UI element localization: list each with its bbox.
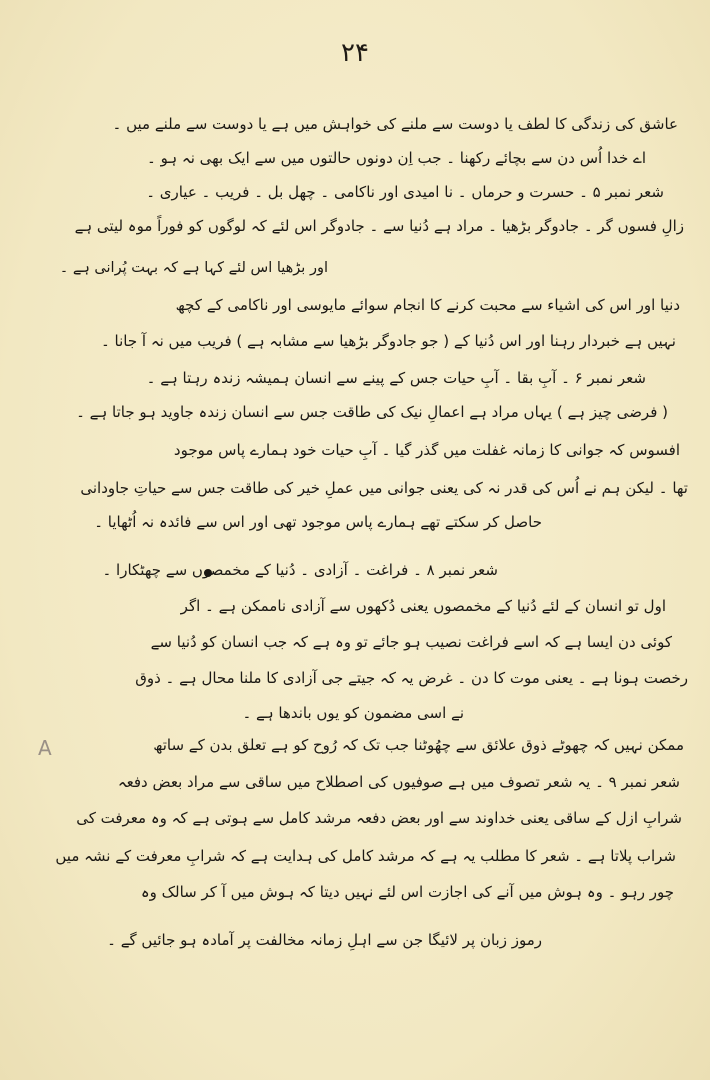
margin-annotation: A: [38, 736, 52, 760]
text-line-2: اے خدا اُس دن سے بچائے رکھنا ۔ جب اِن دونوں حالتوں میں سے ایک بھی نہ ہو ۔: [147, 149, 646, 167]
text-line-18: ممکن نہیں کہ چھوٹے ذوق علائق سے چھُوٹنا جب تک کہ رُوح کو ہے تعلق بدن کے ساتھ: [153, 736, 684, 754]
text-line-22: چور رہو ۔ وہ ہوش میں آنے کی اجازت اس لئے نہیں دیتا کہ ہوش میں آ کر سالک وہ: [140, 883, 674, 901]
text-line-3: شعر نمبر ۵ ۔ حسرت و حرماں ۔ نا امیدی اور ناکامی ۔ چھل بل ۔ فریب ۔ عیاری ۔: [146, 183, 664, 201]
text-line-23: رموز زبان پر لائیگا جن سے اہلِ زمانہ مخالفت پر آمادہ ہو جائیں گے ۔: [107, 931, 542, 949]
text-line-19: شعر نمبر ۹ ۔ یہ شعر تصوف میں ہے صوفیوں کی اصطلاح میں ساقی سے مراد بعض دفعہ: [117, 773, 680, 791]
text-line-8: شعر نمبر ۶ ۔ آبِ بقا ۔ آبِ حیات جس کے پینے سے انسان ہمیشہ زندہ رہتا ہے ۔: [146, 369, 646, 387]
text-line-13: شعر نمبر ۸ ۔ فراغت ۔ آزادی ۔ دُنیا کے مخمصوں سے چھٹکارا ۔: [102, 561, 498, 579]
text-line-21: شراب پلاتا ہے ۔ شعر کا مطلب یہ ہے کہ مرشد کامل کی ہدایت ہے کہ شرابِ معرفت کے نشہ میں: [55, 847, 676, 865]
text-line-17: نے اسی مضمون کو یوں باندھا ہے ۔: [242, 704, 464, 722]
text-line-14: اول تو انسان کے لئے دُنیا کے مخمصوں یعنی دُکھوں سے آزادی ناممکن ہے ۔ اگر: [180, 597, 666, 615]
text-line-11: تھا ۔ لیکن ہم نے اُس کی قدر نہ کی یعنی جوانی میں عملِ خیر کی طاقت جس سے حیاتِ جاودانی: [80, 479, 688, 497]
text-line-15: کوئی دن ایسا ہے کہ اسے فراغت نصیب ہو جائے تو وہ ہے کہ جب انسان کو دُنیا سے: [150, 633, 672, 651]
page-number: ۲۴: [341, 38, 369, 68]
text-line-12: حاصل کر سکتے تھے ہمارے پاس موجود تھی اور اس سے فائدہ نہ اُٹھایا ۔: [94, 513, 542, 531]
text-line-1: عاشق کی زندگی کا لطف یا دوست سے ملنے کی خواہش میں ہے یا دوست سے ملنے میں ۔: [112, 115, 678, 133]
text-line-6: دنیا اور اس کی اشیاء سے محبت کرنے کا انجام سوائے مایوسی اور ناکامی کے کچھ: [175, 296, 680, 314]
text-line-9: ( فرضی چیز ہے ) یہاں مراد ہے اعمالِ نیک کی طاقت جس سے انسان زندہ جاوید ہو جاتا ہے ۔: [76, 403, 668, 421]
text-line-10: افسوس کہ جوانی کا زمانہ غفلت میں گذر گیا ۔ آبِ حیات خود ہمارے پاس موجود: [173, 441, 680, 459]
text-line-16: رخصت ہونا ہے ۔ یعنی موت کا دن ۔ غرض یہ کہ جیتے جی آزادی کا ملنا محال ہے ۔ ذوق: [135, 669, 688, 687]
text-line-4: زالِ فسوں گر ۔ جادوگر بڑھیا ۔ مراد ہے دُنیا سے ۔ جادوگر اس لئے کہ لوگوں کو فوراً موہ لیتی ہے: [74, 217, 684, 235]
text-line-20: شرابِ ازل کے ساقی یعنی خداوند سے اور بعض دفعہ مرشد کامل سے ہوتی ہے کہ وہ معرفت کی: [76, 809, 682, 827]
text-line-7: نہیں ہے خبردار رہنا اور اس دُنیا کے ( جو جادوگر بڑھیا سے مشابہ ہے ) فریب میں نہ آ جانا ۔: [100, 332, 676, 350]
text-line-5: اور بڑھیا اس لئے کہا ہے کہ بہت پُرانی ہے ۔: [59, 260, 328, 276]
